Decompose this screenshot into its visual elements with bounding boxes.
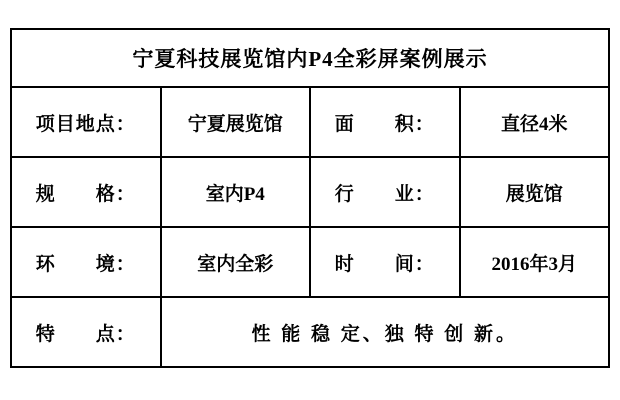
label-features: 特 点： — [11, 297, 161, 367]
label-time: 时 间： — [310, 227, 460, 297]
project-spec-table — [10, 28, 610, 368]
value-time: 2016年3月 — [460, 227, 610, 297]
page-title: 宁夏科技展览馆内P4全彩屏案例展示 — [11, 29, 609, 87]
label-industry: 行 业： — [310, 157, 460, 227]
table-row — [11, 87, 609, 157]
value-specification: 室内P4 — [161, 157, 311, 227]
table-row-features — [11, 297, 609, 367]
table-row-title — [11, 29, 609, 87]
value-industry: 展览馆 — [460, 157, 610, 227]
value-project-location: 宁夏展览馆 — [161, 87, 311, 157]
value-area: 直径4米 — [460, 87, 610, 157]
label-specification: 规 格： — [11, 157, 161, 227]
table-row — [11, 227, 609, 297]
label-area: 面 积： — [310, 87, 460, 157]
table-row — [11, 157, 609, 227]
label-environment: 环 境： — [11, 227, 161, 297]
value-environment: 室内全彩 — [161, 227, 311, 297]
value-features: 性 能 稳 定、独 特 创 新。 — [161, 297, 610, 367]
label-project-location: 项目地点： — [11, 87, 161, 157]
